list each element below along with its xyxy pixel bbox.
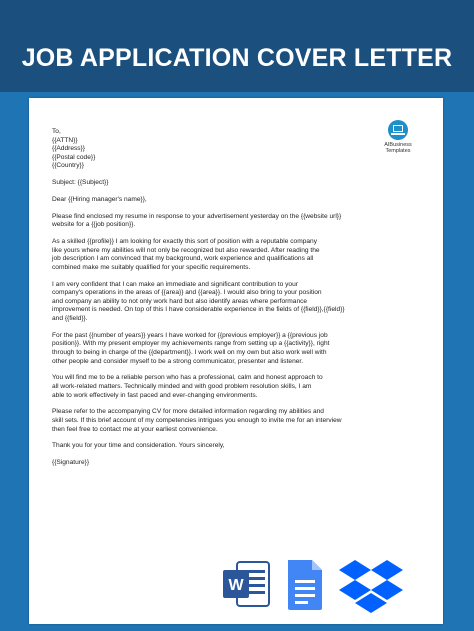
address-line: {{Postal code}} [52,153,96,161]
paragraph-line: all work-related matters. Technically minded and with good problem resolution skills, I am [52,382,312,390]
paragraph-line: Thank you for your time and consideration. Yours sincerely, [52,442,225,450]
address-block [52,128,377,171]
paragraph-line: Please refer to the accompanying CV for more detailed information regarding my abilities and [52,408,324,416]
address-line: To, [52,128,61,135]
paragraph [52,374,377,400]
google-docs-icon[interactable] [285,558,325,617]
paragraph-line: like yours where my abilities will not only be recognized but also rewarded. After reading the [52,246,320,254]
subject-line: Subject: {{Subject}} [52,179,109,187]
laptop-icon [388,120,408,140]
paragraph-line: able to work effectively in fast paced and ever-changing environments. [52,391,258,399]
paragraph-line: combined make me suitably qualified for your specific requirements. [52,263,251,271]
paragraph-line: Please find enclosed my resume in response to your advertisement yesterday on the {{website url}} [52,212,342,220]
paragraph-line: and {{field}}. [52,315,88,323]
paragraph-line: As a skilled {{profile}} I am looking for exactly this sort of position with a reputable company [52,238,317,246]
paragraph-line: other people and consider myself to be a strong communicator, presenter and listener. [52,357,304,365]
paragraph-line: through to being in charge of the {{department}}. I work well on my own but also work well with [52,349,327,356]
paragraph-line: improvement is needed. On top of this I have considerable experience in the fields of {{field}},{{field}} [52,306,345,314]
greeting: Dear {{Hiring manager's name}}, [52,195,147,203]
paragraph-line: and company an ability to not only work hard but also identify areas where performance [52,297,308,305]
dropbox-icon[interactable] [339,558,403,619]
letter-body [52,128,377,476]
signature: {{Signature}} [52,459,90,467]
paragraph-line: website for a {{job position}}. [52,221,136,229]
paragraph-line: For the past {{number of years}} years I have worked for {{previous employer}} a {{previous job [52,331,328,339]
address-line: {{Country}} [52,162,84,170]
brand-name-line2: Templates [385,148,411,154]
word-icon[interactable] [221,558,273,615]
letter-page [29,98,443,624]
page-title: JOB APPLICATION COVER LETTER [21,44,453,72]
address-line: {{ATTN}} [52,136,78,144]
paragraph-line: skill sets. If this brief account of my competencies intrigues you enough to invite me for an interview [52,416,342,424]
paragraph-line: then feel free to contact me at your earliest convenience. [52,425,218,433]
paragraph [52,442,377,451]
paragraph [52,213,377,230]
address-line: {{Address}} [52,145,85,153]
paragraph-line: company's operations in the areas of {{area}} and {{area}}. I would also bring to your position [52,289,322,297]
brand-logo [373,120,423,154]
app-icons [221,558,441,616]
paragraph-line: job description I am convinced that my background, work experience and qualifications all [52,255,314,263]
paragraph-line: I am very confident that I can make an immediate and significant contribution to your [52,280,298,288]
paragraph [52,332,377,366]
word-letter: W [228,577,244,594]
paragraph-line: You will find me to be a reliable person who has a professional, calm and honest approach to [52,374,323,382]
paragraph-line: position}}. With my present employer my achievements range from setting up a {{activity}}, right [52,340,330,348]
paragraph [52,238,377,272]
paragraph [52,408,377,434]
paragraph [52,281,377,324]
brand-name-line1: AIBusiness [384,142,412,148]
